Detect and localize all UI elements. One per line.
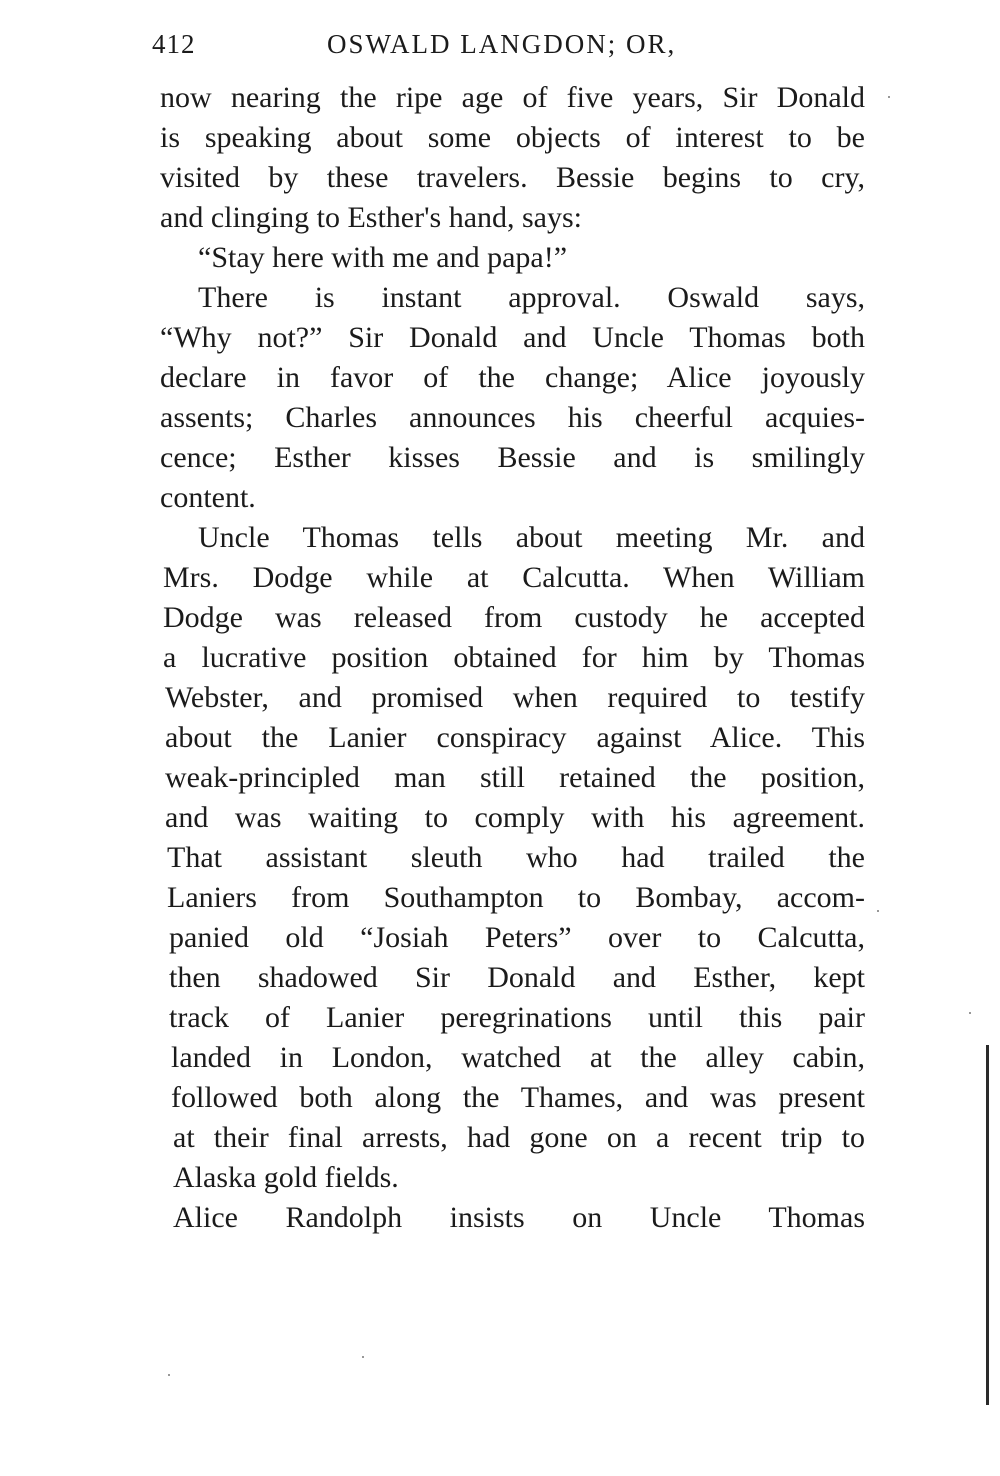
scan-speck	[362, 1356, 364, 1358]
page-number: 412	[152, 29, 196, 59]
paragraph-start-line: Uncle Thomas tells about meeting Mr. and	[198, 521, 865, 554]
scan-speck	[969, 1012, 971, 1014]
paragraph-start-line: “Stay here with me and papa!”	[198, 241, 568, 274]
text-line: at their final arrests, had gone on a recent trip to	[173, 1121, 865, 1154]
text-line: Laniers from Southampton to Bombay, accom-	[167, 881, 865, 914]
text-line: and was waiting to comply with his agreement.	[165, 801, 865, 834]
text-line: and clinging to Esther's hand, says:	[160, 201, 583, 234]
text-line: about the Lanier conspiracy against Alice. This	[165, 721, 865, 754]
running-title: OSWALD LANGDON; OR,	[327, 29, 677, 59]
body-text	[160, 78, 865, 1238]
text-line: cence; Esther kisses Bessie and is smilingly	[160, 441, 865, 474]
scan-speck	[168, 1374, 170, 1376]
text-line: Webster, and promised when required to testify	[165, 681, 865, 714]
text-line: panied old “Josiah Peters” over to Calcutta,	[169, 921, 865, 954]
running-head	[152, 22, 872, 66]
scan-speck	[888, 96, 890, 98]
text-line: then shadowed Sir Donald and Esther, kept	[169, 961, 865, 994]
text-line: visited by these travelers. Bessie begins to cry,	[160, 161, 865, 194]
text-line: content.	[160, 481, 256, 514]
text-line: assents; Charles announces his cheerful acquies-	[160, 401, 865, 434]
paragraph-start-line: That assistant sleuth who had trailed the	[167, 841, 865, 874]
text-line: landed in London, watched at the alley cabin,	[171, 1041, 865, 1074]
page-edge-shadow	[986, 1045, 989, 1405]
text-line: declare in favor of the change; Alice joyously	[160, 361, 865, 394]
paragraph-start-line: There is instant approval. Oswald says,	[198, 281, 865, 314]
text-line: “Why not?” Sir Donald and Uncle Thomas both	[160, 321, 865, 354]
text-line: is speaking about some objects of interest to be	[160, 121, 865, 154]
text-line: Mrs. Dodge while at Calcutta. When William	[163, 561, 865, 594]
scan-speck	[877, 910, 879, 912]
text-line: Alaska gold fields.	[173, 1161, 399, 1194]
text-line: Dodge was released from custody he accepted	[163, 601, 865, 634]
text-line: weak-principled man still retained the position,	[165, 761, 865, 794]
text-line: followed both along the Thames, and was present	[171, 1081, 865, 1114]
paragraph-start-line: Alice Randolph insists on Uncle Thomas	[173, 1201, 865, 1234]
text-line: now nearing the ripe age of five years, Sir Donald	[160, 81, 865, 114]
text-line: a lucrative position obtained for him by Thomas	[163, 641, 865, 674]
text-line: track of Lanier peregrinations until this pair	[169, 1001, 865, 1034]
